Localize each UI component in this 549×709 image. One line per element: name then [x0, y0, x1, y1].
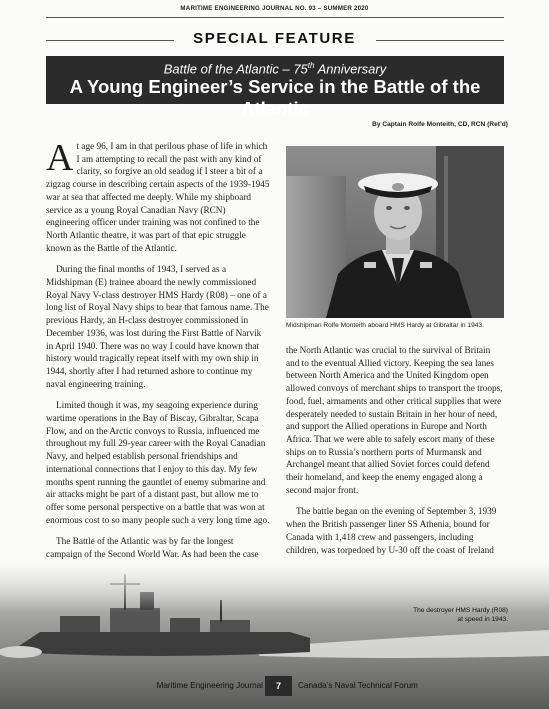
section-rule-right	[376, 40, 504, 41]
ship-caption: The destroyer HMS Hardy (R08) at speed in 1943.	[413, 607, 508, 623]
footer-journal-name: Maritime Engineering Journal	[156, 681, 263, 690]
kicker: Battle of the Atlantic – 75th Anniversary	[163, 61, 387, 77]
byline: By Captain Rolfe Monteith, CD, RCN (Ret’d)	[372, 121, 508, 128]
title-banner	[46, 56, 504, 120]
page-footer	[0, 676, 549, 694]
header-rule	[46, 17, 504, 18]
section-label: SPECIAL FEATURE	[193, 30, 356, 47]
photo-caption: Midshipman Rolfe Monteith aboard HMS Hardy at Gibraltar in 1943.	[286, 322, 484, 329]
footer-tagline: Canada’s Naval Technical Forum	[298, 681, 418, 690]
page-number: 7	[265, 676, 292, 696]
paragraph: Limited though it was, my seagoing experience during wartime operations in the Bay of Biscay, Gibraltar, Scapa Flow, and on the Arctic convoys to Russia, influenced me throughout my full 29-year career with the Royal Canadian Navy, and helped establish personal friendships and international connections that I enjoy to this day. My few months spent running the gauntlet of enemy submarine and air attacks might be part of a distant past, but allow me to offer some personal perspective on a battle that was won at enormous cost to so many people such a very long time ago.	[46, 401, 270, 526]
paragraph: During the final months of 1943, I served as a Midshipman (E) trainee aboard the newly commissioned Royal Navy V-class destroyer HMS Hardy (R08) – one of a long list of Royal Navy ships to bear that famous name. The previous Hardy, an H-class destroyer commissioned in December 1936, was lost during the First Battle of Narvik in April 1940. There was no way I could have known that history would tragically repeat itself with my own ship in 1944, shortly after I had returned ashore to continue my naval engineering training.	[46, 265, 269, 390]
paragraph: The Battle of the Atlantic was by far the longest campaign of the Second World War. As had been the case	[46, 537, 259, 561]
portrait-photo	[286, 146, 504, 318]
right-column	[286, 345, 504, 566]
paragraph: the North Atlantic was crucial to the survival of Britain and to the eventual Allied victory. Keeping the sea lanes between North America and the United Kingdom open allowed convoys of merchant ships to transport the troops, food, fuel, armaments and other critical supplies that were desperately needed to sustain Britain in her hour of need, and support the Allied operations in Europe and North Africa. That we were able to safely escort many of these ships on to Russia’s northern ports of Murmansk and Archangel meant that allied Soviet forces could defend their homeland, and keep the enemy engaged along a second major front.	[286, 346, 503, 496]
article-title: A Young Engineer’s Service in the Battle of the Atlantic	[69, 76, 481, 120]
paragraph: The battle began on the evening of September 3, 1939 when the British passenger liner SS Athenia, bound for Canada with 1,418 crew and passengers, including children, was torpedoed by U-30 off the coast of Ireland	[286, 507, 497, 556]
left-column	[46, 137, 270, 584]
running-head: MARITIME ENGINEERING JOURNAL NO. 93 – SUMMER 2020	[180, 5, 369, 12]
paragraph: At age 96, I am in that perilous phase of life in which I am attempting to recall the past with any kind of clarity, so forgive an old seadog if I steer a bit of a zigzag course in describing certain aspects of the 1939-1945 war at sea that affected me deeply. While my shipboard service as a young Royal Canadian Navy (RCN) engineering officer under training was not confined to the North Atlantic theatre, it was part of that epic struggle known as the Battle of the Atlantic.	[46, 137, 270, 254]
drop-cap: A	[46, 137, 74, 179]
